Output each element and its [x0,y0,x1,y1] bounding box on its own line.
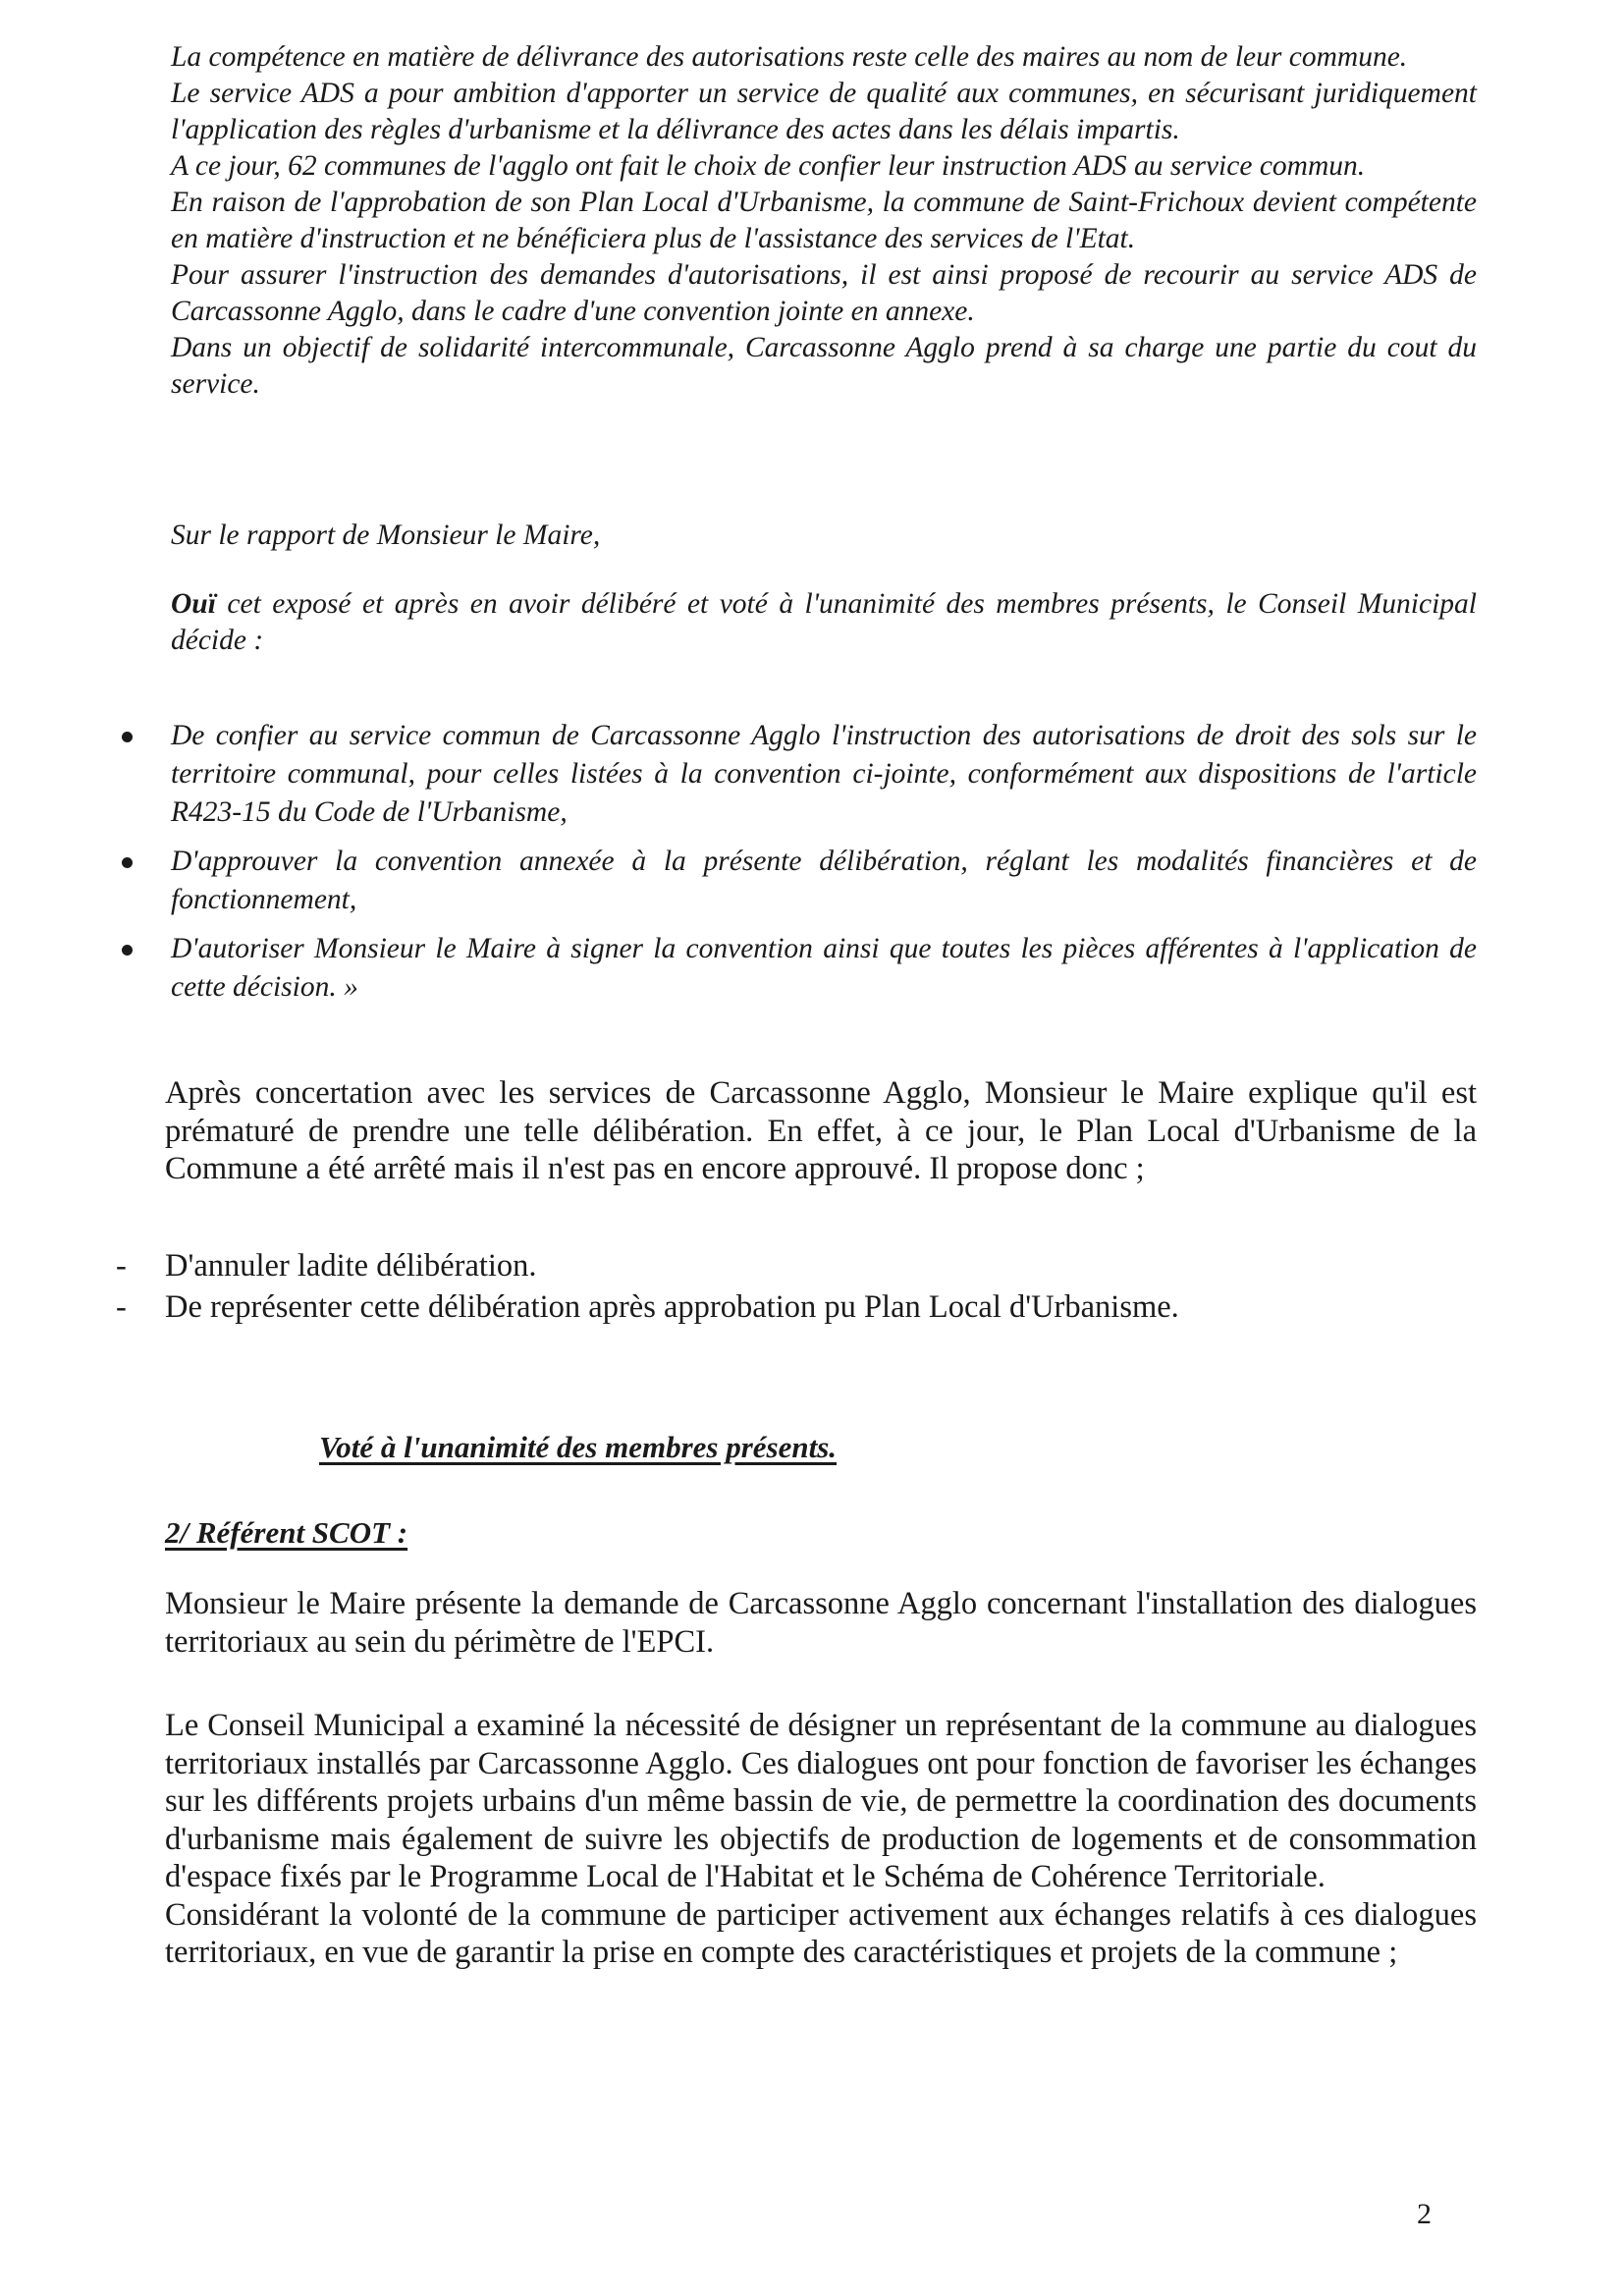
section-title: 2/ Référent SCOT : [165,1515,408,1550]
decision-text: D'approuver la convention annexée à la présente délibération, réglant les modalités financières et de fonctionnement, [171,846,1477,915]
decision-item [171,717,1477,832]
oui-bold-word: Ouï [171,588,216,620]
decision-item [171,930,1477,1007]
intro-section [171,39,1477,403]
decision-text: D'autoriser Monsieur le Maire à signer la convention ainsi que toutes les pièces afférentes à l'application de cette décision. » [171,933,1477,1003]
intro-paragraph: En raison de l'approbation de son Plan Local d'Urbanisme, la commune de Saint-Frichoux devient compétente en matière d'instruction et ne bénéficiera plus de l'assistance des services de l'Etat. [171,187,1477,254]
vote-heading: Voté à l'unanimité des membres présents. [319,1430,838,1464]
conseil-paragraph: Le Conseil Municipal a examiné la nécessité de désigner un représentant de la commune au dialogues territoriaux installés par Carcassonne Agglo. Ces dialogues ont pour fonction de favoriser les échanges sur les différents projets urbains d'un même bassin de vie, de permettre la coordination des documents d'urbanisme mais également de suivre les objectifs de production de logements et de consommation d'espace fixés par le Programme Local de l'Habitat et le Schéma de Cohérence Territoriale. [165,1708,1477,1894]
intro-paragraph: Le service ADS a pour ambition d'apporter un service de qualité aux communes, en sécurisant juridiquement l'application des règles d'urbanisme et la délivrance des actes dans les délais impartis. [171,78,1477,145]
oui-text: cet exposé et après en avoir délibéré et voté à l'unanimité des membres présents, le Conseil Municipal décide : [171,588,1477,656]
dash-text: D'annuler ladite délibération. [165,1248,537,1284]
decision-list [171,717,1477,1017]
bullet-icon [122,732,133,742]
intro-paragraph: A ce jour, 62 communes de l'agglo ont fait le choix de confier leur instruction ADS au service commun. [171,150,1366,182]
conseil-section [165,1707,1477,1972]
dash-mark: - [116,1289,127,1325]
decision-item [171,843,1477,919]
apres-paragraph: Après concertation avec les services de Carcassonne Agglo, Monsieur le Maire explique qu'il est prématuré de prendre une telle délibération. En effet, à ce jour, le Plan Local d'Urbanisme de la Commune a été arrêté mais il n'est pas en encore approuvé. Il propose donc ; [165,1075,1477,1186]
dash-item [116,1286,1477,1328]
intro-paragraph: La compétence en matière de délivrance des autorisations reste celle des maires au nom de leur commune. [171,41,1408,73]
intro-paragraph: Dans un objectif de solidarité intercommunale, Carcassonne Agglo prend à sa charge une partie du cout du service. [171,332,1477,400]
dash-mark: - [116,1248,127,1284]
oui-paragraph [171,586,1477,659]
bullet-icon [122,945,133,956]
maire-paragraph: Monsieur le Maire présente la demande de Carcassonne Agglo concernant l'installation des dialogues territoriaux au sein du périmètre de l'EPCI. [165,1586,1477,1660]
dash-text: De représenter cette délibération après approbation pu Plan Local d'Urbanisme. [165,1289,1179,1325]
dash-list [116,1245,1477,1328]
bullet-icon [122,857,133,868]
considerant-paragraph: Considérant la volonté de la commune de participer activement aux échanges relatifs à ces dialogues territoriaux, en vue de garantir la prise en compte des caractéristiques et projets de la commune ; [165,1896,1477,1970]
intro-paragraph: Pour assurer l'instruction des demandes d'autorisations, il est ainsi proposé de recourir au service ADS de Carcassonne Agglo, dans le cadre d'une convention jointe en annexe. [171,259,1477,327]
dash-item [116,1245,1477,1286]
decision-text: De confier au service commun de Carcassonne Agglo l'instruction des autorisations de droit des sols sur le territoire communal, pour celles listées à la convention ci-jointe, conformément aux dispositions de l'article R423-15 du Code de l'Urbanisme, [171,720,1477,828]
rapport-line: Sur le rapport de Monsieur le Maire, [171,519,601,551]
page-number: 2 [1417,2198,1432,2230]
